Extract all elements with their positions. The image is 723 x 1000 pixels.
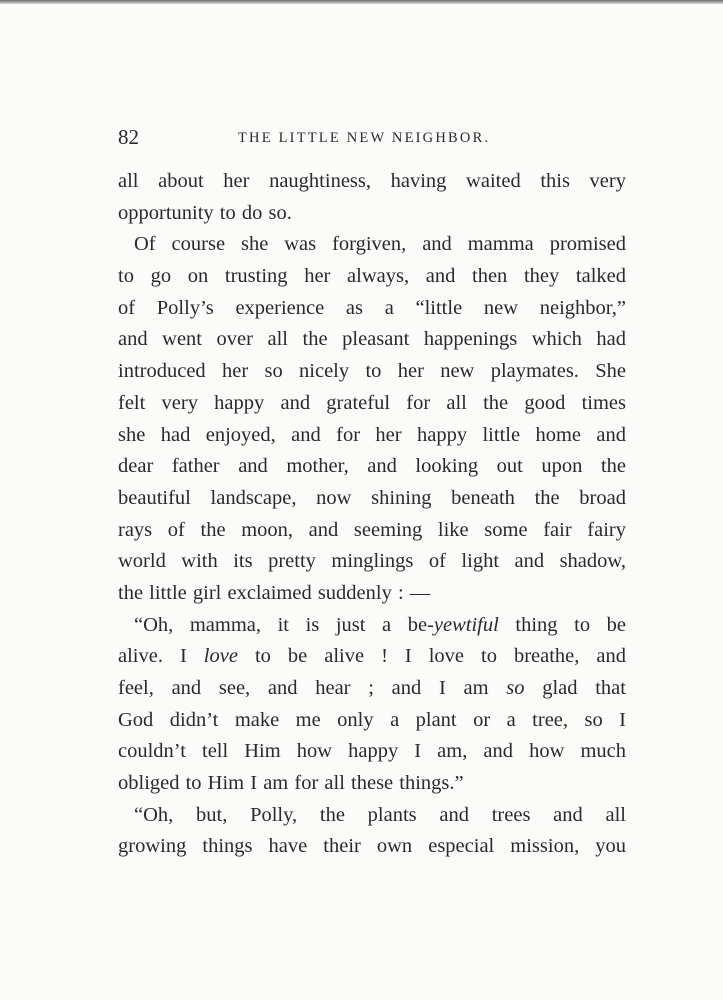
italic-emphasis: so — [506, 677, 525, 699]
text-line: growing things have their own especial mission, you — [118, 835, 626, 858]
running-head — [118, 122, 626, 152]
text-line: “Oh, but, Polly, the plants and trees and all — [134, 803, 626, 826]
text-line: “Oh, mamma, it is just a be-yewtiful thing to be — [134, 613, 626, 636]
text-line: of Polly’s experience as a “little new neighbor,” — [118, 296, 626, 319]
scan-top-edge — [0, 0, 723, 4]
text-line: the little girl exclaimed suddenly : — — [118, 581, 431, 604]
body-text — [118, 166, 626, 863]
text-line: to go on trusting her always, and then they talked — [118, 265, 626, 288]
page-number: 82 — [118, 125, 139, 149]
text-line: opportunity to do so. — [118, 201, 292, 224]
text-line: she had enjoyed, and for her happy little home and — [118, 423, 626, 446]
text-line: rays of the moon, and seeming like some fair fairy — [118, 518, 626, 541]
text-line: feel, and see, and hear ; and I am so glad that — [118, 677, 626, 699]
text-line: world with its pretty minglings of light and shadow, — [118, 550, 626, 573]
text-line: dear father and mother, and looking out upon the — [118, 455, 626, 478]
text-line: God didn’t make me only a plant or a tree, so I — [118, 708, 626, 731]
running-title: THE LITTLE NEW NEIGHBOR. — [238, 130, 491, 146]
text-line: and went over all the pleasant happenings which had — [118, 328, 626, 351]
text-line: obliged to Him I am for all these things.” — [118, 772, 464, 795]
text-line: felt very happy and grateful for all the good times — [118, 391, 626, 414]
italic-emphasis: yewtiful — [433, 613, 499, 636]
text-line: couldn’t tell Him how happy I am, and how much — [118, 740, 626, 763]
text-line: all about her naughtiness, having waited this very — [118, 170, 626, 192]
text-line: introduced her so nicely to her new playmates. She — [118, 360, 626, 383]
italic-emphasis: love — [203, 645, 238, 668]
text-line: Of course she was forgiven, and mamma promised — [134, 233, 626, 256]
text-line: alive. I love to be alive ! I love to breathe, and — [118, 645, 626, 668]
text-line: beautiful landscape, now shining beneath the broad — [118, 486, 626, 509]
